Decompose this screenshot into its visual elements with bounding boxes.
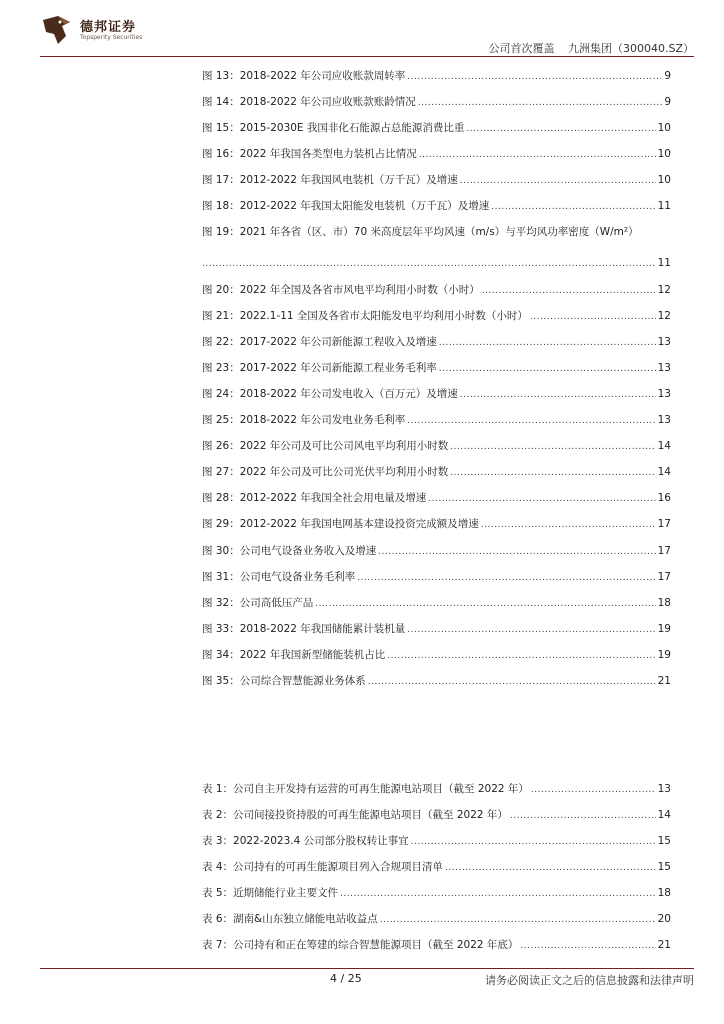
toc-entry[interactable]: 图 21：2022.1-11 全国及各省市太阳能发电平均利用小时数（小时） ..... 12 [202, 308, 671, 324]
toc-entry[interactable]: 图 30：公司电气设备业务收入及增速 ..... 17 [202, 543, 671, 559]
toc-entry[interactable]: 图 15：2015-2030E 我国非化石能源占总能源消费比重 ..... 10 [202, 120, 671, 136]
toc-entry[interactable]: 图 35：公司综合智慧能源业务体系 ..... 21 [202, 673, 671, 689]
toc-entry[interactable]: 图 18：2012-2022 年我国太阳能发电装机（万千瓦）及增速 ..... 11 [202, 198, 671, 214]
toc-entry[interactable]: 图 23：2017-2022 年公司新能源工程业务毛利率 ..... 13 [202, 360, 671, 376]
toc-entry[interactable]: 表 1：公司自主开发持有运营的可再生能源电站项目（截至 2022 年） ..... 13 [202, 781, 671, 797]
toc-entry[interactable]: 图 31：公司电气设备业务毛利率 ..... 17 [202, 569, 671, 585]
header-report-info [488, 40, 694, 56]
toc-entry[interactable]: 图 25：2018-2022 年公司发电业务毛利率 ..... 13 [202, 412, 671, 428]
toc-entry[interactable]: 图 17：2012-2022 年我国风电装机（万千瓦）及增速 ..... 10 [202, 172, 671, 188]
toc-entry[interactable]: 图 29：2012-2022 年我国电网基本建设投资完成额及增速 ..... 17 [202, 516, 671, 532]
toc-entry[interactable]: 图 24：2018-2022 年公司发电收入（百万元）及增速 ..... 13 [202, 386, 671, 402]
header-divider [40, 56, 694, 57]
toc-entry[interactable]: 图 22：2017-2022 年公司新能源工程收入及增速 ..... 13 [202, 334, 671, 350]
toc-entry[interactable]: 图 34：2022 年我国新型储能装机占比 ..... 19 [202, 647, 671, 663]
page-number: 4 / 25 [330, 972, 362, 985]
logo-chinese-name: 德邦证券 [80, 20, 137, 35]
toc-entry[interactable]: 表 3：2022-2023.4 公司部分股权转让事宜 ..... 15 [202, 833, 671, 849]
toc-entry[interactable]: 图 20：2022 年全国及各省市风电平均利用小时数（小时） ..... 12 [202, 282, 671, 298]
toc-entry[interactable]: 图 16：2022 年我国各类型电力装机占比情况 ..... 10 [202, 146, 671, 162]
toc-entry[interactable]: 表 4：公司持有的可再生能源项目列入合规项目清单 ..... 15 [202, 859, 671, 875]
toc-entry[interactable]: 表 2：公司间接投资持股的可再生能源电站项目（截至 2022 年） ..... 14 [202, 807, 671, 823]
company-name: 九洲集团（300040.SZ） [567, 42, 694, 55]
footer-divider [40, 968, 694, 969]
disclaimer-text: 请务必阅读正文之后的信息披露和法律声明 [485, 974, 694, 987]
logo [40, 14, 160, 46]
toc-entry[interactable]: 图 28：2012-2022 年我国全社会用电量及增速 ..... 16 [202, 490, 671, 506]
toc-entry-wrapped-leader[interactable]: ..... 11 [202, 255, 671, 271]
toc-entry[interactable]: 表 7：公司持有和正在筹建的综合智慧能源项目（截至 2022 年底） ..... 21 [202, 937, 671, 953]
toc-entry[interactable]: 图 14：2018-2022 年公司应收账款账龄情况 ..... 9 [202, 94, 671, 110]
page-footer [0, 968, 724, 988]
toc-entry-wrapped[interactable]: 图 19：2021 年各省（区、市）70 米高度层年平均风速（m/s）与平均风功率密度（W/m²） [202, 226, 639, 238]
page-header [0, 0, 724, 60]
toc-entry[interactable]: 图 13：2018-2022 年公司应收账款周转率 ..... 9 [202, 68, 671, 84]
logo-english-name: Topsperity Securities [80, 34, 143, 41]
toc-entry[interactable]: 图 32：公司高低压产品 ..... 18 [202, 595, 671, 611]
logo-mark-icon [40, 14, 74, 46]
toc-entry[interactable]: 图 27：2022 年公司及可比公司光伏平均利用小时数 ..... 14 [202, 464, 671, 480]
toc-entry[interactable]: 图 26：2022 年公司及可比公司风电平均利用小时数 ..... 14 [202, 438, 671, 454]
toc-entry[interactable]: 表 6：湖南&山东独立储能电站收益点 ..... 20 [202, 911, 671, 927]
toc-entry[interactable]: 表 5：近期储能行业主要文件 ..... 18 [202, 885, 671, 901]
toc-entry[interactable]: 图 33：2018-2022 年我国储能累计装机量 ..... 19 [202, 621, 671, 637]
report-type: 公司首次覆盖 [488, 42, 555, 55]
